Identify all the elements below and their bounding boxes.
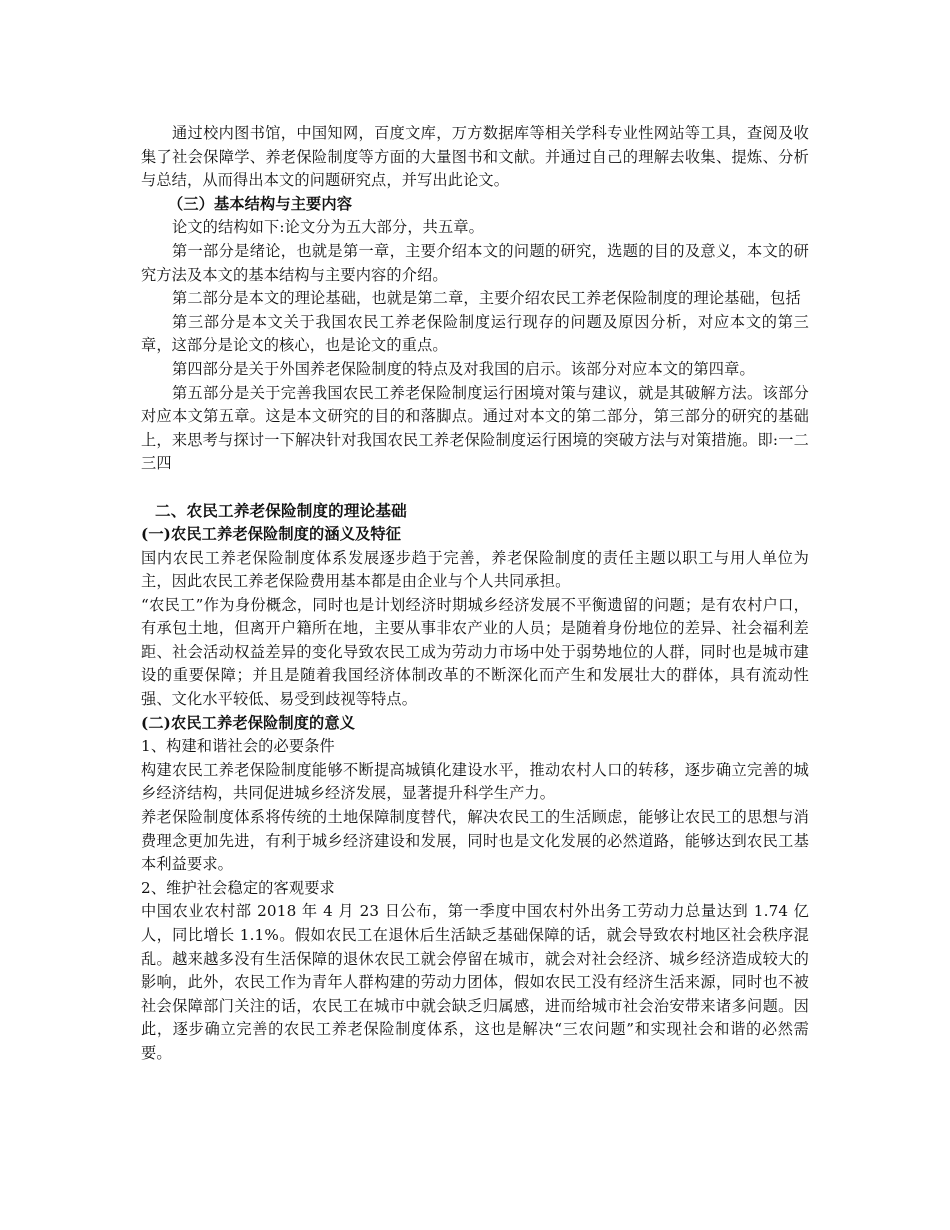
paragraph-land-security: 养老保险制度体系将传统的土地保障制度替代，解决农民工的生活顾虑，能够让农民工的思想与消费理念更加先进，有利于城乡经济建设和发展，同时也是文化发展的必然道路，能够达到农民工基本利益要求。 [141, 808, 809, 874]
subheading-social-stability: 2、维护社会稳定的客观要求 [141, 878, 335, 897]
paragraph-research-methods: 通过校内图书馆，中国知网，百度文库，万方数据库等相关学科专业性网站等工具，查阅及收集了社会保障学、养老保险制度等方面的大量图书和文献。并通过自己的理解去收集、提炼、分析与总结，从而得出本文的问题研究点，并写出此论文。 [141, 124, 809, 190]
paragraph-part-one: 第一部分是绪论，也就是第一章，主要介绍本文的问题的研究，选题的目的及意义，本文的研究方法及本文的基本结构与主要内容的介绍。 [141, 241, 809, 284]
paragraph-structure-intro: 论文的结构如下:论文分为五大部分，共五章。 [172, 218, 485, 237]
paragraph-urbanization: 构建农民工养老保险制度能够不断提高城镇化建设水平，推动农村人口的转移，逐步确立完善的城乡经济结构，共同促进城乡经济发展，显著提升科学生产力。 [141, 760, 809, 803]
paragraph-statistics: 中国农业农村部 2018 年 4 月 23 日公布，第一季度中国农村外出务工劳动力总量达到 1.74 亿人，同比增长 1.1%。假如农民工在退休后生活缺乏基础保障的话，就会导致农村地区社会秩序混乱。越来越多没有生活保障的退休农民工就会停留在城市，就会对社会经济、城乡经济造成较大的影响，此外，农民工作为青年人群构建的劳动力团体，假如农民工没有经济生活来源，同时也不被社会保障部门关注的话，农民工在城市中就会缺乏归属感，进而给城市社会治安带来诸多问题。因此，逐步确立完善的农民工养老保险制度体系，这也是解决“三农问题”和实现社会和谐的必然需要。 [141, 902, 809, 1062]
paragraph-part-three: 第三部分是本文关于我国农民工养老保险制度运行现存的问题及原因分析，对应本文的第三章，这部分是论文的核心，也是论文的重点。 [141, 312, 809, 355]
heading-chapter-two: 二、农民工养老保险制度的理论基础 [155, 500, 407, 520]
paragraph-part-five: 第五部分是关于完善我国农民工养老保险制度运行困境对策与建议，就是其破解方法。该部分对应本文第五章。这是本文研究的目的和落脚点。通过对本文的第二部分，第三部分的研究的基础上，来思考与探讨一下解决针对我国农民工养老保险制度运行困境的突破方法与对策措施。即:一二三四 [141, 383, 809, 473]
paragraph-part-four: 第四部分是关于外国养老保险制度的特点及对我国的启示。该部分对应本文的第四章。 [172, 359, 755, 378]
paragraph-domestic-system: 国内农民工养老保险制度体系发展逐步趋于完善，养老保险制度的责任主题以职工与用人单位为主，因此农民工养老保险费用基本都是由企业与个人共同承担。 [141, 548, 809, 591]
heading-definition-features: (一)农民工养老保险制度的涵义及特征 [141, 524, 402, 543]
paragraph-part-two: 第二部分是本文的理论基础，也就是第二章，主要介绍农民工养老保险制度的理论基础，包括 [172, 289, 801, 308]
document-page [141, 122, 809, 1066]
paragraph-migrant-workers-concept: “农民工”作为身份概念，同时也是计划经济时期城乡经济发展不平衡遗留的问题；是有农村户口，有承包土地，但离开户籍所在地，主要从事非农产业的人员；是随着身份地位的差异、社会福利差距、社会活动权益差异的变化导致农民工成为劳动力市场中处于弱势地位的人群，同时也是城市建设的重要保障；并且是随着我国经济体制改革的不断深化而产生和发展壮大的群体，具有流动性强、文化水平较低、易受到歧视等特点。 [141, 595, 809, 709]
heading-basic-structure: （三）基本结构与主要内容 [168, 194, 353, 213]
heading-significance: (二)农民工养老保险制度的意义 [141, 713, 356, 732]
subheading-harmonious-society: 1、构建和谐社会的必要条件 [141, 737, 335, 756]
